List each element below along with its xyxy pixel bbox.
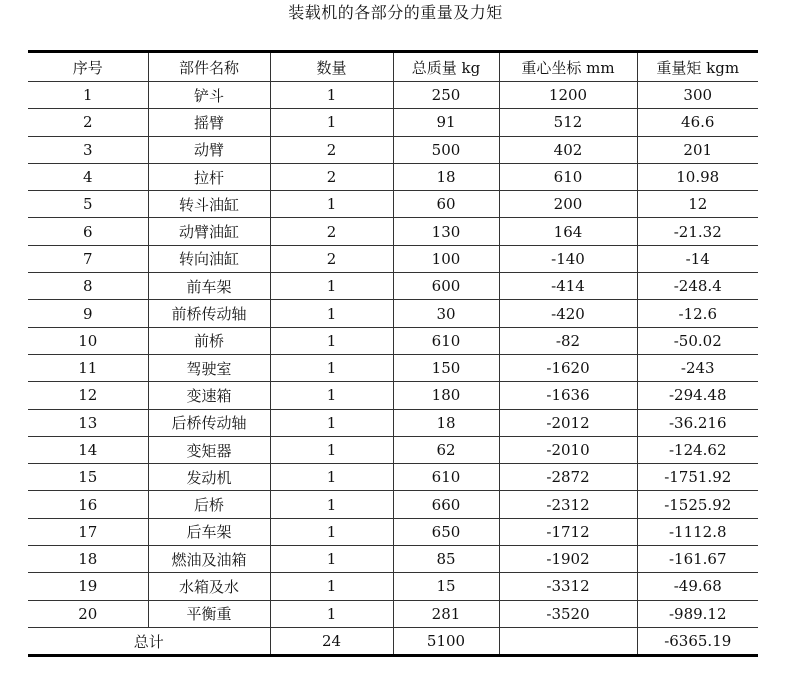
cell-total-mass: 18 bbox=[393, 409, 499, 436]
cell-quantity: 1 bbox=[270, 600, 393, 627]
cell-total-mass: 60 bbox=[393, 191, 499, 218]
cell-weight-moment: -989.12 bbox=[637, 600, 758, 627]
table-row bbox=[28, 573, 758, 600]
cell-part-name: 燃油及油箱 bbox=[148, 546, 270, 573]
table-row bbox=[28, 491, 758, 518]
column-header-total-mass: 总质量 kg bbox=[393, 52, 499, 82]
cell-weight-moment: -243 bbox=[637, 354, 758, 381]
cell-index: 15 bbox=[28, 464, 148, 491]
cell-weight-moment: 201 bbox=[637, 136, 758, 163]
cell-center-coordinate: -420 bbox=[499, 300, 637, 327]
cell-index: 12 bbox=[28, 382, 148, 409]
table-row bbox=[28, 327, 758, 354]
cell-quantity: 2 bbox=[270, 245, 393, 272]
cell-index: 19 bbox=[28, 573, 148, 600]
cell-total-mass: 100 bbox=[393, 245, 499, 272]
cell-part-name: 变矩器 bbox=[148, 436, 270, 463]
total-label: 总计 bbox=[28, 627, 270, 655]
cell-quantity: 1 bbox=[270, 191, 393, 218]
cell-total-mass: 500 bbox=[393, 136, 499, 163]
cell-weight-moment: -294.48 bbox=[637, 382, 758, 409]
cell-center-coordinate: -2012 bbox=[499, 409, 637, 436]
cell-part-name: 动臂 bbox=[148, 136, 270, 163]
cell-center-coordinate: -1636 bbox=[499, 382, 637, 409]
table-row bbox=[28, 300, 758, 327]
cell-part-name: 前桥传动轴 bbox=[148, 300, 270, 327]
cell-index: 10 bbox=[28, 327, 148, 354]
total-quantity: 24 bbox=[270, 627, 393, 655]
cell-center-coordinate: -1902 bbox=[499, 546, 637, 573]
table-row bbox=[28, 518, 758, 545]
cell-index: 4 bbox=[28, 163, 148, 190]
cell-weight-moment: 10.98 bbox=[637, 163, 758, 190]
cell-center-coordinate: -3312 bbox=[499, 573, 637, 600]
cell-center-coordinate: -2312 bbox=[499, 491, 637, 518]
cell-part-name: 后桥传动轴 bbox=[148, 409, 270, 436]
cell-part-name: 动臂油缸 bbox=[148, 218, 270, 245]
cell-center-coordinate: -1712 bbox=[499, 518, 637, 545]
cell-part-name: 后桥 bbox=[148, 491, 270, 518]
cell-index: 20 bbox=[28, 600, 148, 627]
cell-index: 17 bbox=[28, 518, 148, 545]
cell-total-mass: 660 bbox=[393, 491, 499, 518]
cell-quantity: 2 bbox=[270, 163, 393, 190]
table-container bbox=[28, 50, 758, 657]
cell-part-name: 拉杆 bbox=[148, 163, 270, 190]
cell-quantity: 1 bbox=[270, 436, 393, 463]
cell-index: 7 bbox=[28, 245, 148, 272]
cell-center-coordinate: -414 bbox=[499, 273, 637, 300]
weight-moment-table bbox=[28, 50, 758, 657]
table-total-row bbox=[28, 627, 758, 655]
table-row bbox=[28, 82, 758, 109]
cell-part-name: 摇臂 bbox=[148, 109, 270, 136]
cell-part-name: 转向油缸 bbox=[148, 245, 270, 272]
cell-part-name: 后车架 bbox=[148, 518, 270, 545]
cell-center-coordinate: -2010 bbox=[499, 436, 637, 463]
cell-index: 11 bbox=[28, 354, 148, 381]
cell-index: 8 bbox=[28, 273, 148, 300]
table-row bbox=[28, 464, 758, 491]
table-row bbox=[28, 382, 758, 409]
cell-index: 2 bbox=[28, 109, 148, 136]
cell-center-coordinate: 164 bbox=[499, 218, 637, 245]
table-row bbox=[28, 273, 758, 300]
cell-quantity: 1 bbox=[270, 464, 393, 491]
cell-center-coordinate: -1620 bbox=[499, 354, 637, 381]
cell-quantity: 1 bbox=[270, 354, 393, 381]
cell-weight-moment: -14 bbox=[637, 245, 758, 272]
table-header-row bbox=[28, 52, 758, 82]
cell-quantity: 1 bbox=[270, 382, 393, 409]
table-row bbox=[28, 191, 758, 218]
cell-weight-moment: -161.67 bbox=[637, 546, 758, 573]
cell-weight-moment: -49.68 bbox=[637, 573, 758, 600]
cell-total-mass: 281 bbox=[393, 600, 499, 627]
cell-weight-moment: -12.6 bbox=[637, 300, 758, 327]
cell-center-coordinate: -82 bbox=[499, 327, 637, 354]
cell-part-name: 平衡重 bbox=[148, 600, 270, 627]
total-mass: 5100 bbox=[393, 627, 499, 655]
cell-part-name: 水箱及水 bbox=[148, 573, 270, 600]
table-row bbox=[28, 354, 758, 381]
cell-total-mass: 650 bbox=[393, 518, 499, 545]
cell-part-name: 转斗油缸 bbox=[148, 191, 270, 218]
cell-part-name: 驾驶室 bbox=[148, 354, 270, 381]
cell-total-mass: 91 bbox=[393, 109, 499, 136]
table-body bbox=[28, 82, 758, 656]
cell-index: 6 bbox=[28, 218, 148, 245]
cell-center-coordinate: 610 bbox=[499, 163, 637, 190]
cell-weight-moment: 46.6 bbox=[637, 109, 758, 136]
cell-total-mass: 85 bbox=[393, 546, 499, 573]
cell-index: 14 bbox=[28, 436, 148, 463]
cell-center-coordinate: 402 bbox=[499, 136, 637, 163]
table-title: 装载机的各部分的重量及力矩 bbox=[288, 3, 503, 22]
cell-total-mass: 62 bbox=[393, 436, 499, 463]
cell-total-mass: 610 bbox=[393, 327, 499, 354]
cell-quantity: 1 bbox=[270, 518, 393, 545]
table-row bbox=[28, 436, 758, 463]
column-header-part-name: 部件名称 bbox=[148, 52, 270, 82]
cell-part-name: 铲斗 bbox=[148, 82, 270, 109]
cell-total-mass: 600 bbox=[393, 273, 499, 300]
column-header-center-coordinate: 重心坐标 mm bbox=[499, 52, 637, 82]
cell-weight-moment: -36.216 bbox=[637, 409, 758, 436]
cell-total-mass: 30 bbox=[393, 300, 499, 327]
cell-quantity: 1 bbox=[270, 573, 393, 600]
cell-quantity: 1 bbox=[270, 491, 393, 518]
cell-weight-moment: -1751.92 bbox=[637, 464, 758, 491]
cell-weight-moment: -248.4 bbox=[637, 273, 758, 300]
total-moment: -6365.19 bbox=[637, 627, 758, 655]
cell-center-coordinate: 1200 bbox=[499, 82, 637, 109]
cell-weight-moment: -124.62 bbox=[637, 436, 758, 463]
cell-center-coordinate: -2872 bbox=[499, 464, 637, 491]
cell-weight-moment: -1112.8 bbox=[637, 518, 758, 545]
cell-total-mass: 18 bbox=[393, 163, 499, 190]
cell-index: 5 bbox=[28, 191, 148, 218]
cell-index: 1 bbox=[28, 82, 148, 109]
cell-center-coordinate: -140 bbox=[499, 245, 637, 272]
cell-weight-moment: 12 bbox=[637, 191, 758, 218]
table-row bbox=[28, 245, 758, 272]
column-header-weight-moment: 重量矩 kgm bbox=[637, 52, 758, 82]
cell-index: 13 bbox=[28, 409, 148, 436]
table-row bbox=[28, 409, 758, 436]
cell-center-coordinate: -3520 bbox=[499, 600, 637, 627]
cell-quantity: 1 bbox=[270, 109, 393, 136]
cell-quantity: 1 bbox=[270, 327, 393, 354]
cell-weight-moment: -50.02 bbox=[637, 327, 758, 354]
cell-total-mass: 150 bbox=[393, 354, 499, 381]
cell-index: 16 bbox=[28, 491, 148, 518]
cell-total-mass: 180 bbox=[393, 382, 499, 409]
cell-weight-moment: 300 bbox=[637, 82, 758, 109]
table-row bbox=[28, 109, 758, 136]
cell-total-mass: 15 bbox=[393, 573, 499, 600]
cell-quantity: 2 bbox=[270, 136, 393, 163]
table-row bbox=[28, 546, 758, 573]
table-row bbox=[28, 600, 758, 627]
cell-part-name: 变速箱 bbox=[148, 382, 270, 409]
table-row bbox=[28, 163, 758, 190]
cell-center-coordinate: 200 bbox=[499, 191, 637, 218]
table-row bbox=[28, 136, 758, 163]
column-header-index: 序号 bbox=[28, 52, 148, 82]
column-header-quantity: 数量 bbox=[270, 52, 393, 82]
cell-quantity: 1 bbox=[270, 273, 393, 300]
cell-quantity: 1 bbox=[270, 300, 393, 327]
table-row bbox=[28, 218, 758, 245]
cell-index: 18 bbox=[28, 546, 148, 573]
cell-quantity: 1 bbox=[270, 82, 393, 109]
cell-weight-moment: -1525.92 bbox=[637, 491, 758, 518]
cell-quantity: 1 bbox=[270, 409, 393, 436]
cell-index: 3 bbox=[28, 136, 148, 163]
cell-center-coordinate: 512 bbox=[499, 109, 637, 136]
cell-index: 9 bbox=[28, 300, 148, 327]
cell-total-mass: 130 bbox=[393, 218, 499, 245]
cell-part-name: 前桥 bbox=[148, 327, 270, 354]
total-center bbox=[499, 627, 637, 655]
cell-quantity: 1 bbox=[270, 546, 393, 573]
cell-total-mass: 250 bbox=[393, 82, 499, 109]
cell-part-name: 前车架 bbox=[148, 273, 270, 300]
cell-total-mass: 610 bbox=[393, 464, 499, 491]
cell-weight-moment: -21.32 bbox=[637, 218, 758, 245]
cell-quantity: 2 bbox=[270, 218, 393, 245]
cell-part-name: 发动机 bbox=[148, 464, 270, 491]
